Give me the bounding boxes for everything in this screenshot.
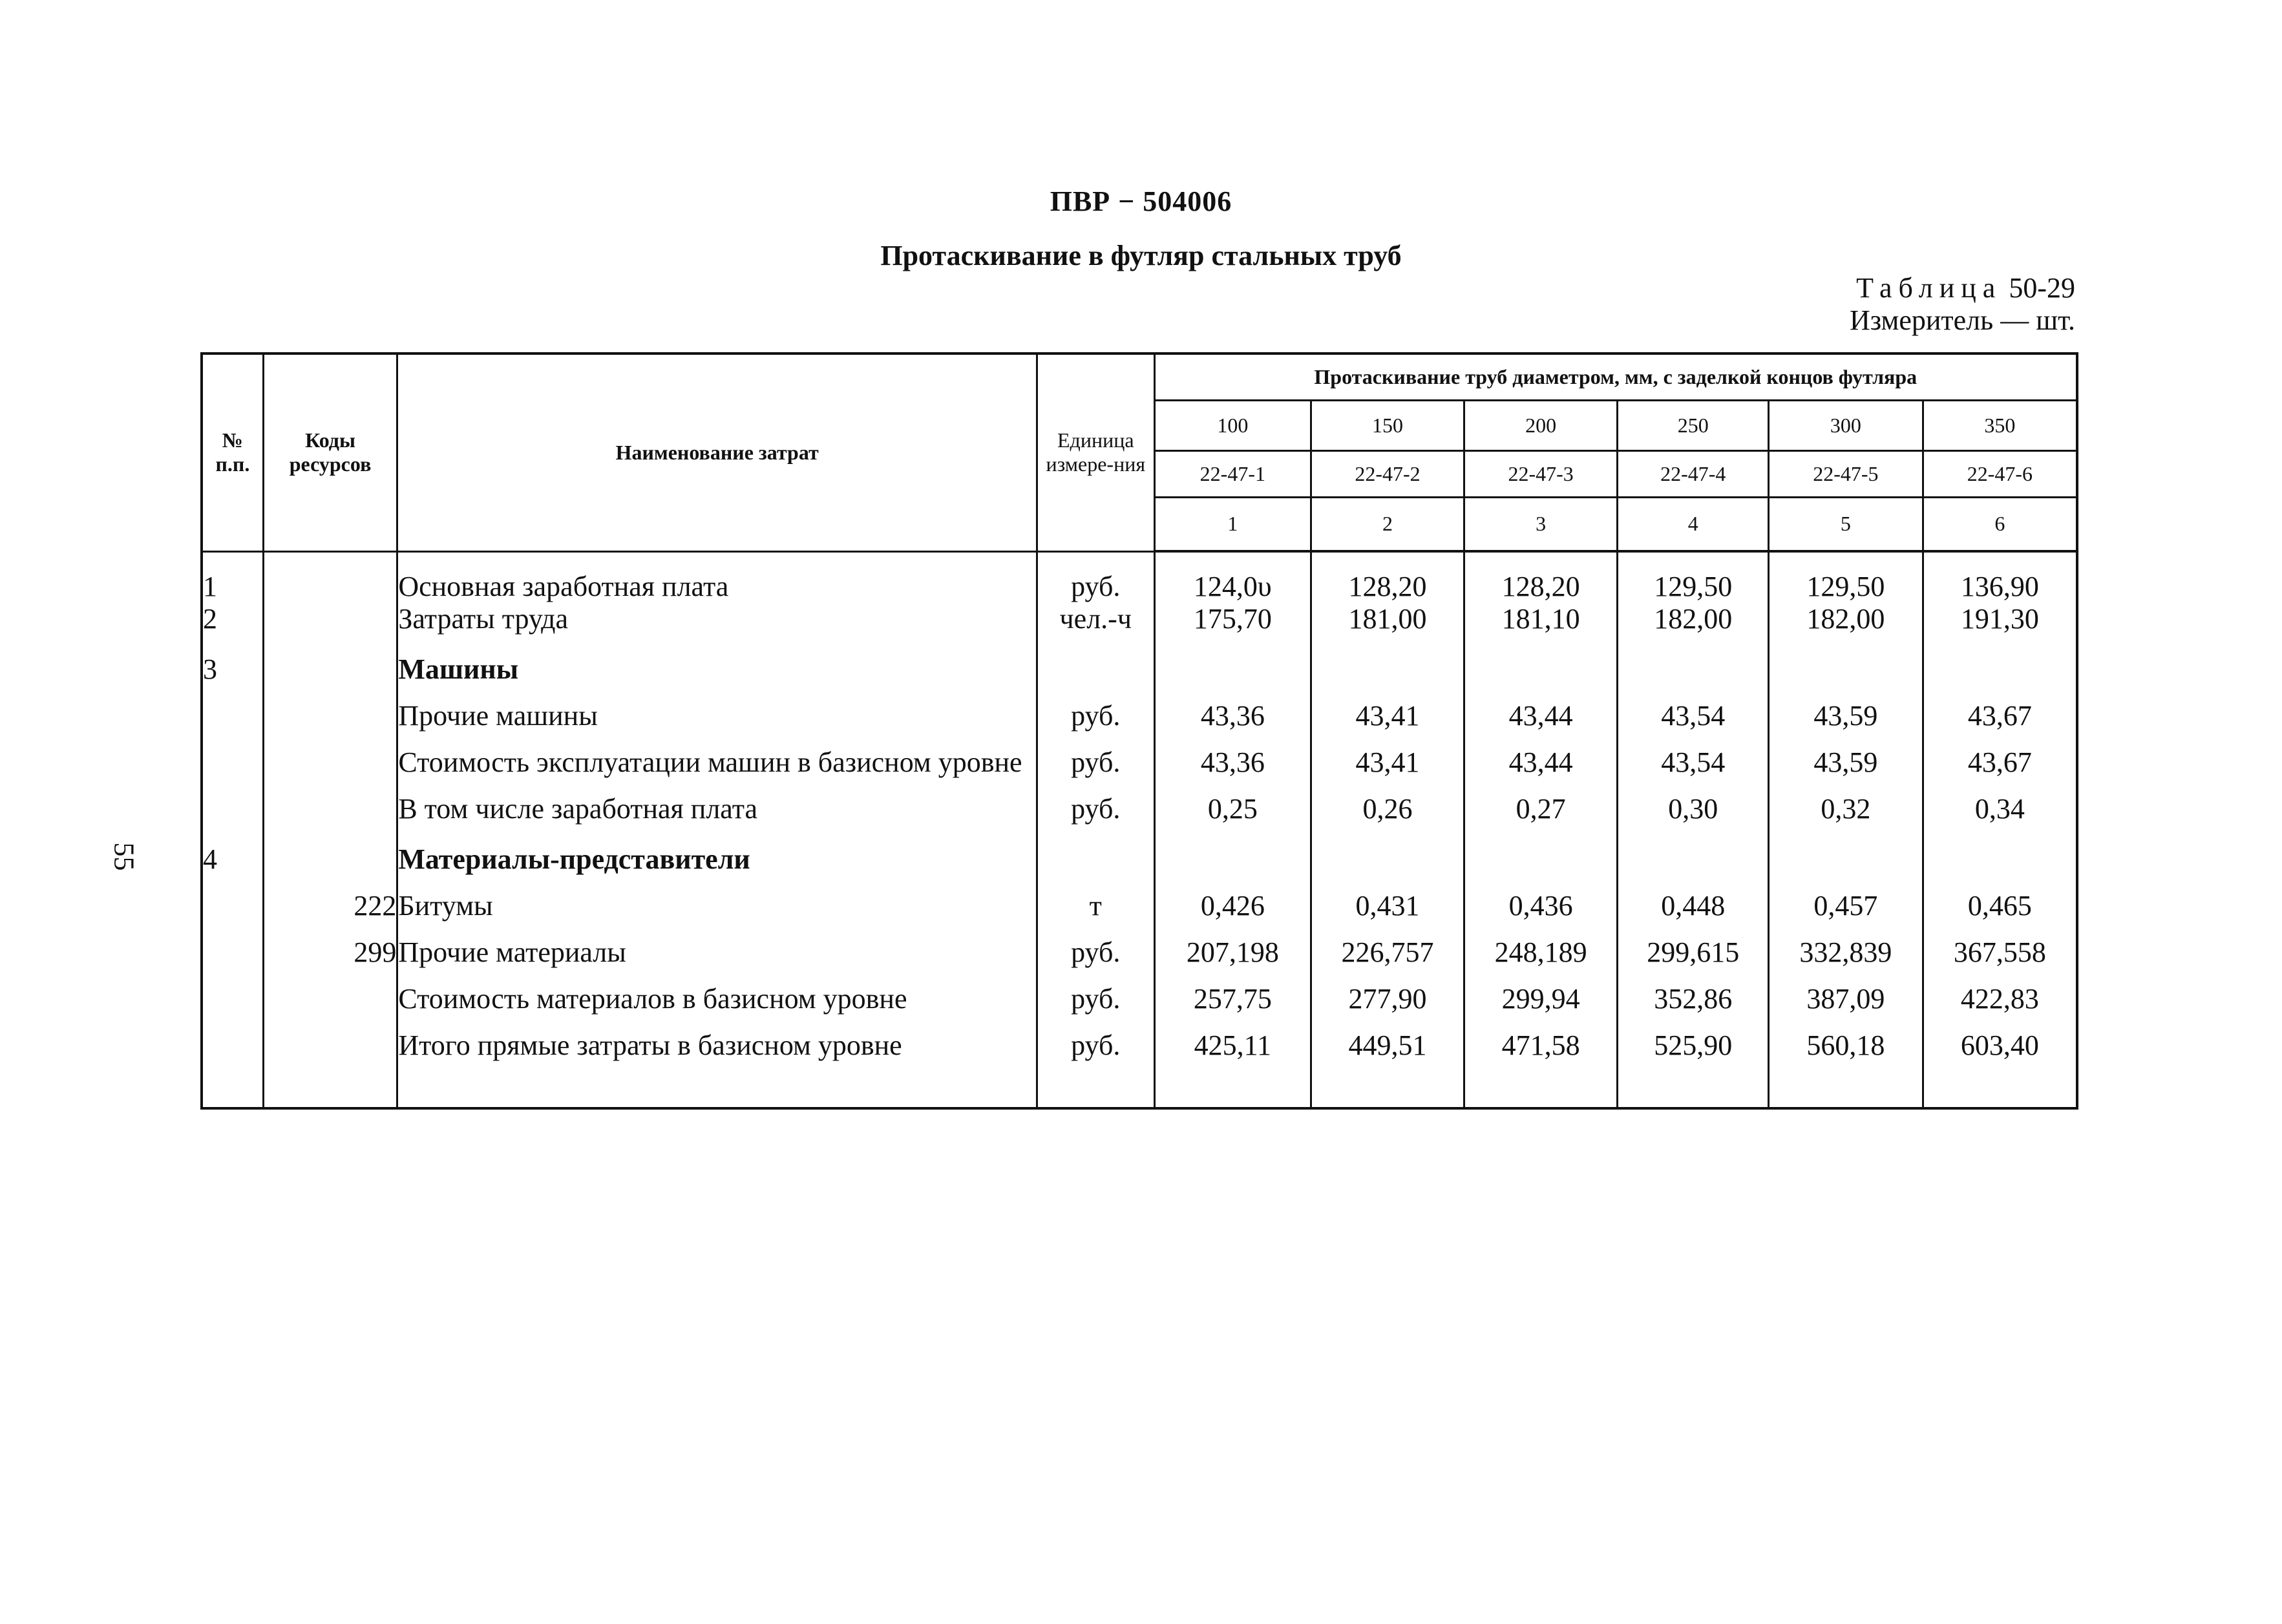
value-cell: 0,465 xyxy=(1923,876,2077,922)
resource-code: 222 xyxy=(263,876,397,922)
table-label xyxy=(1856,271,2075,304)
rates-table xyxy=(200,352,2078,1110)
unit-cell: руб. xyxy=(1037,551,1154,603)
value-cell xyxy=(1154,635,1311,686)
header-group: Протаскивание труб диаметром, мм, с заделкой концов футляра xyxy=(1154,353,2077,400)
spacer-cell xyxy=(263,1062,397,1108)
value-cell: 182,00 xyxy=(1769,603,1923,635)
spacer-cell xyxy=(1037,1062,1154,1108)
resource-code xyxy=(263,686,397,732)
unit-cell: руб. xyxy=(1037,732,1154,779)
value-cell: 43,67 xyxy=(1923,732,2077,779)
row-number xyxy=(202,732,263,779)
page-number: 55 xyxy=(108,842,140,871)
row-number xyxy=(202,922,263,969)
value-cell: 43,59 xyxy=(1769,732,1923,779)
header-col-number-4: 4 xyxy=(1618,497,1769,551)
row-number: 3 xyxy=(202,635,263,686)
header-col-number-1: 1 xyxy=(1154,497,1311,551)
table-label-word: Таблица xyxy=(1856,272,2002,304)
header-diameter-4: 250 xyxy=(1618,400,1769,450)
cost-name: Машины xyxy=(397,635,1037,686)
unit-cell xyxy=(1037,825,1154,876)
header-col-number-3: 3 xyxy=(1464,497,1618,551)
header-diameter-5: 300 xyxy=(1769,400,1923,450)
value-cell: 603,40 xyxy=(1923,1015,2077,1062)
resource-code xyxy=(263,635,397,686)
value-cell: 181,00 xyxy=(1311,603,1464,635)
value-cell: 136,90 xyxy=(1923,551,2077,603)
value-cell: 207,198 xyxy=(1154,922,1311,969)
table-row xyxy=(202,825,2077,876)
header-rate-code-2: 22-47-2 xyxy=(1311,450,1464,497)
value-cell: 0,27 xyxy=(1464,779,1618,825)
value-cell xyxy=(1618,635,1769,686)
value-cell xyxy=(1923,635,2077,686)
value-cell: 471,58 xyxy=(1464,1015,1618,1062)
header-diameter-3: 200 xyxy=(1464,400,1618,450)
value-cell: 43,59 xyxy=(1769,686,1923,732)
value-cell: 352,86 xyxy=(1618,969,1769,1015)
table-row xyxy=(202,686,2077,732)
table-row xyxy=(202,732,2077,779)
value-cell: 0,431 xyxy=(1311,876,1464,922)
value-cell: 0,457 xyxy=(1769,876,1923,922)
unit-cell: руб. xyxy=(1037,969,1154,1015)
row-number xyxy=(202,1015,263,1062)
value-cell: 43,41 xyxy=(1311,732,1464,779)
resource-code xyxy=(263,732,397,779)
unit-cell: руб. xyxy=(1037,922,1154,969)
table-row xyxy=(202,635,2077,686)
row-number: 2 xyxy=(202,603,263,635)
header-col-number-2: 2 xyxy=(1311,497,1464,551)
value-cell: 449,51 xyxy=(1311,1015,1464,1062)
value-cell: 191,30 xyxy=(1923,603,2077,635)
header-rate-code-4: 22-47-4 xyxy=(1618,450,1769,497)
resource-code xyxy=(263,551,397,603)
header-rate-code-6: 22-47-6 xyxy=(1923,450,2077,497)
unit-cell xyxy=(1037,635,1154,686)
value-cell: 560,18 xyxy=(1769,1015,1923,1062)
table-label-number: 50-29 xyxy=(2009,272,2075,304)
value-cell xyxy=(1311,825,1464,876)
spacer-cell xyxy=(202,1062,263,1108)
value-cell: 248,189 xyxy=(1464,922,1618,969)
cost-name: Прочие материалы xyxy=(397,922,1037,969)
cost-name: Прочие машины xyxy=(397,686,1037,732)
value-cell: 332,839 xyxy=(1769,922,1923,969)
table-row xyxy=(202,876,2077,922)
cost-name: Стоимость эксплуатации машин в базисном уровне xyxy=(397,732,1037,779)
header-name: Наименование затрат xyxy=(397,353,1037,551)
header-rate-code-5: 22-47-5 xyxy=(1769,450,1923,497)
value-cell xyxy=(1769,825,1923,876)
value-cell xyxy=(1464,635,1618,686)
value-cell: 43,36 xyxy=(1154,686,1311,732)
value-cell: 129,50 xyxy=(1769,551,1923,603)
row-number xyxy=(202,779,263,825)
value-cell: 0,30 xyxy=(1618,779,1769,825)
value-cell xyxy=(1923,825,2077,876)
value-cell: 425,11 xyxy=(1154,1015,1311,1062)
resource-code xyxy=(263,779,397,825)
spacer-cell xyxy=(1618,1062,1769,1108)
value-cell: 299,615 xyxy=(1618,922,1769,969)
header-col-number-6: 6 xyxy=(1923,497,2077,551)
unit-cell: чел.-ч xyxy=(1037,603,1154,635)
table-row xyxy=(202,779,2077,825)
value-cell: 175,70 xyxy=(1154,603,1311,635)
spacer-cell xyxy=(1311,1062,1464,1108)
header-col-number-5: 5 xyxy=(1769,497,1923,551)
value-cell: 0,448 xyxy=(1618,876,1769,922)
unit-cell: руб. xyxy=(1037,1015,1154,1062)
spacer-cell xyxy=(1769,1062,1923,1108)
value-cell: 43,67 xyxy=(1923,686,2077,732)
value-cell: 43,36 xyxy=(1154,732,1311,779)
value-cell: 43,44 xyxy=(1464,732,1618,779)
row-number xyxy=(202,876,263,922)
value-cell: 0,426 xyxy=(1154,876,1311,922)
value-cell: 182,00 xyxy=(1618,603,1769,635)
header-unit: Единица измере-ния xyxy=(1037,353,1154,551)
resource-code xyxy=(263,969,397,1015)
header-diameter-2: 150 xyxy=(1311,400,1464,450)
spacer-cell xyxy=(1154,1062,1311,1108)
value-cell: 226,757 xyxy=(1311,922,1464,969)
cost-name: Итого прямые затраты в базисном уровне xyxy=(397,1015,1037,1062)
resource-code xyxy=(263,1015,397,1062)
resource-code xyxy=(263,825,397,876)
cost-name: Материалы-представители xyxy=(397,825,1037,876)
unit-cell: руб. xyxy=(1037,686,1154,732)
value-cell: 367,558 xyxy=(1923,922,2077,969)
row-number: 1 xyxy=(202,551,263,603)
table-row xyxy=(202,603,2077,635)
row-number xyxy=(202,686,263,732)
row-number: 4 xyxy=(202,825,263,876)
value-cell: 0,436 xyxy=(1464,876,1618,922)
spacer-cell xyxy=(397,1062,1037,1108)
value-cell: 124,0υ xyxy=(1154,551,1311,603)
resource-code: 299 xyxy=(263,922,397,969)
value-cell: 277,90 xyxy=(1311,969,1464,1015)
table-row xyxy=(202,1015,2077,1062)
cost-name: Основная заработная плата xyxy=(397,551,1037,603)
value-cell xyxy=(1618,825,1769,876)
value-cell: 129,50 xyxy=(1618,551,1769,603)
unit-label: Измеритель — шт. xyxy=(1849,304,2075,336)
header-diameter-1: 100 xyxy=(1154,400,1311,450)
value-cell: 257,75 xyxy=(1154,969,1311,1015)
value-cell: 43,54 xyxy=(1618,686,1769,732)
value-cell: 0,34 xyxy=(1923,779,2077,825)
cost-name: Стоимость материалов в базисном уровне xyxy=(397,969,1037,1015)
value-cell xyxy=(1769,635,1923,686)
header-codes: Коды ресурсов xyxy=(263,353,397,551)
resource-code xyxy=(263,603,397,635)
value-cell: 0,26 xyxy=(1311,779,1464,825)
header-rate-code-3: 22-47-3 xyxy=(1464,450,1618,497)
table-row xyxy=(202,969,2077,1015)
value-cell: 387,09 xyxy=(1769,969,1923,1015)
cost-name: В том числе заработная плата xyxy=(397,779,1037,825)
unit-cell: руб. xyxy=(1037,779,1154,825)
value-cell: 128,20 xyxy=(1311,551,1464,603)
value-cell xyxy=(1154,825,1311,876)
table-row xyxy=(202,922,2077,969)
document-title: Протаскивание в футляр стальных труб xyxy=(880,240,1402,271)
value-cell: 525,90 xyxy=(1618,1015,1769,1062)
value-cell: 422,83 xyxy=(1923,969,2077,1015)
table-row xyxy=(202,551,2077,603)
header-num: № п.п. xyxy=(202,353,263,551)
cost-name: Битумы xyxy=(397,876,1037,922)
spacer-cell xyxy=(1923,1062,2077,1108)
cost-name: Затраты труда xyxy=(397,603,1037,635)
value-cell xyxy=(1311,635,1464,686)
value-cell: 128,20 xyxy=(1464,551,1618,603)
value-cell: 299,94 xyxy=(1464,969,1618,1015)
value-cell: 43,44 xyxy=(1464,686,1618,732)
table-spacer-row xyxy=(202,1062,2077,1108)
document-code: ПВР − 504006 xyxy=(1050,185,1232,217)
value-cell: 181,10 xyxy=(1464,603,1618,635)
spacer-cell xyxy=(1464,1062,1618,1108)
unit-cell: т xyxy=(1037,876,1154,922)
row-number xyxy=(202,969,263,1015)
value-cell: 43,54 xyxy=(1618,732,1769,779)
value-cell: 43,41 xyxy=(1311,686,1464,732)
value-cell: 0,25 xyxy=(1154,779,1311,825)
header-rate-code-1: 22-47-1 xyxy=(1154,450,1311,497)
value-cell xyxy=(1464,825,1618,876)
value-cell: 0,32 xyxy=(1769,779,1923,825)
header-diameter-6: 350 xyxy=(1923,400,2077,450)
